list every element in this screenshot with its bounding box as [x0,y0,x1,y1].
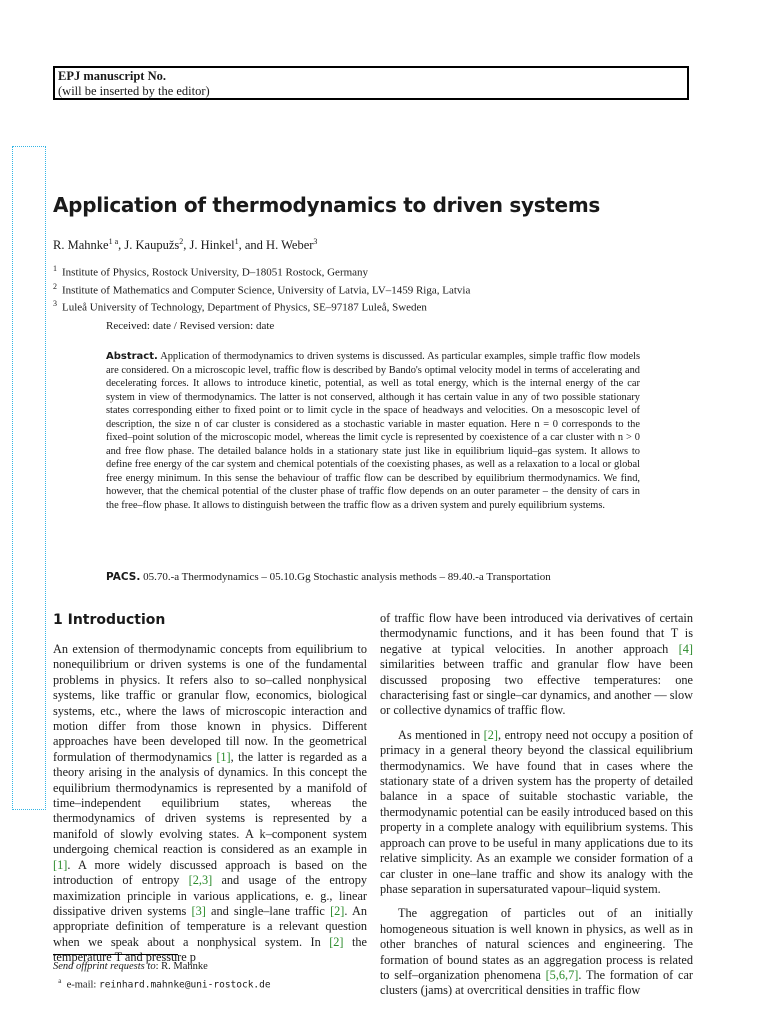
author-name: , and H. Weber [238,238,314,253]
citation-link[interactable]: [3] [191,903,206,918]
abstract-text: Application of thermodynamics to driven systems is discussed. As particular examples, simple traffic flow models are considered. On a microscopic level, traffic flow is described by Bando's optimal velocity model in terms of accelerating and decelerating forces. It allows to introduce kinetic, potential, as well as total energy, which is the internal energy of the car system in view of thermodynamics. The latter is not conserved, although it has certain value in any of two possible stationary states corresponding either to fixed point or to limit cycle in the space of headways and velocities. On a mesoscopic level of description, the size n of car cluster is considered as a stochastic variable in master equation. Here n = 0 corresponds to the fixed–point solution of the microscopic model, whereas the limit cycle is represented by coexistence of a car cluster with n > 0 and free flow phase. The detailed balance holds in a stationary state just like in equilibrium liquid–gas system. It allows to define free energy of the car system and chemical potentials of the coexisting phases, as well as a relaxation to a local or global free energy minimum. In this sense the behaviour of traffic flow can be described by equilibrium thermodynamics. We find, however, that the chemical potential of the cluster phase of traffic flow depends on an outer parameter – the density of cars in the free–flow phase. It allows to distinguish between the traffic flow as a driven system and purely equilibrium systems. [106,351,640,511]
footnote-rule [53,954,178,955]
citation-link[interactable]: [5,6,7] [545,967,579,982]
right-column [380,611,693,1008]
citation-link[interactable]: [1] [216,749,231,764]
paragraph: As mentioned in [2], entropy need not occupy a position of primacy in a general theory beyond the classical equilibrium thermodynamics. We have found that in cases where the stationary state of a driven system has the property of detailed balance in a space of suitable stochastic variable, the thermodynamic potential can be easily introduced based on this property in a complete analogy with equilibrium systems. This approach can prove to be useful in many applications due to its relative simplicity. As an example we consider formation of a car cluster in one–lane traffic and show its analogy with the phase separation in supersaturated vapour–liquid system. [380,727,693,896]
footnote [53,959,271,993]
pacs-line [106,571,551,583]
abstract-label: Abstract. [106,351,158,362]
citation-link[interactable]: [1] [53,857,68,872]
affiliation-item: $^2$ Institute of Mathematics and Computer Science, University of Latvia, LV–1459 Riga, Latvia [53,281,471,297]
citation-link[interactable]: [2,3] [188,873,213,888]
citation-link[interactable]: [2] [330,903,345,918]
author-name: , J. Kaupužs [118,238,180,253]
left-column [53,642,367,975]
affiliation-item: $^1$ Institute of Physics, Rostock University, D–18051 Rostock, Germany [53,264,369,279]
affiliations [53,262,470,315]
manuscript-header-box [53,66,689,100]
email-line: $^a$ e-mail: reinhard.mahnke@uni-rostock.de [58,977,271,991]
selection-frame [12,146,46,810]
manuscript-label: EPJ manuscript No. [58,69,166,83]
paragraph: The aggregation of particles out of an initially homogeneous situation is well known in physics, as well as in other branches of natural sciences and engineering. The formation of bound states as an aggregation process is related to self–organization phenomena [5,6,7]. The formation of car clusters (jams) at overcritical densities in traffic flow [380,906,693,998]
section-heading: 1 Introduction [53,612,166,628]
author-name: , J. Hinkel [183,238,235,253]
abstract [106,350,640,512]
author-list: R. Mahnke$^{1 a}$, J. Kaupužs$^2$, J. Hinkel$^1$, and H. Weber$^3$ [53,237,318,253]
pacs-text: 05.70.-a Thermodynamics – 05.10.Gg Stochastic analysis methods – 89.40.-a Transportation [143,571,551,583]
pacs-label: PACS. [106,571,141,583]
paper-title: Application of thermodynamics to driven systems [53,193,600,217]
email-link[interactable]: reinhard.mahnke@uni-rostock.de [98,979,271,991]
offprint-line: Send offprint requests to: R. Mahnke [53,961,208,972]
citation-link[interactable]: [2] [329,934,344,949]
citation-link[interactable]: [2] [483,727,499,742]
editor-note: (will be inserted by the editor) [58,84,210,98]
paragraph: of traffic flow have been introduced via derivatives of certain thermodynamic functions, and it has been found that T is negative at typical velocities. In another approach [4] similarities between traffic and granular flow have been discussed proposing two effective temperatures: one characterising fast or single–car dynamics, and another — slow or collective dynamics of traffic flow. [380,611,693,718]
citation-link[interactable]: [4] [678,641,693,656]
affiliation-item: $^3$ Luleå University of Technology, Department of Physics, SE–97187 Luleå, Sweden [53,299,427,314]
author-name: R. Mahnke [53,238,109,253]
paragraph: An extension of thermodynamic concepts from equilibrium to nonequilibrium or driven systems is one of the fundamental problems in physics. It refers also to so–called nonphysical systems, like traffic or granular flow, economics, biological systems, etc., where the laws of microscopic interaction and motion differ from those known in physics. Different approaches have been developed till now. In the geometrical formulation of thermodynamics [1], the latter is regarded as a theory arising in the analysis of dynamics. In this concept the equilibrium thermodynamics is represented by a manifold of time–independent equilibrium states, whereas the thermodynamics of driven systems is represented by a manifold of slowly evolving states. A k–component system undergoing chemical reaction is considered as an example in [1]. A more widely discussed approach is based on the introduction of entropy [2,3] and usage of the entropy maximization principle in various applications, e. g., linear dissipative driven systems [3] and single–lane traffic [2]. An appropriate definition of temperature is a relevant question when we speak about a nonphysical system. In [2] the temperature T and pressure p [53,642,368,965]
received-date: Received: date / Revised version: date [106,320,275,332]
